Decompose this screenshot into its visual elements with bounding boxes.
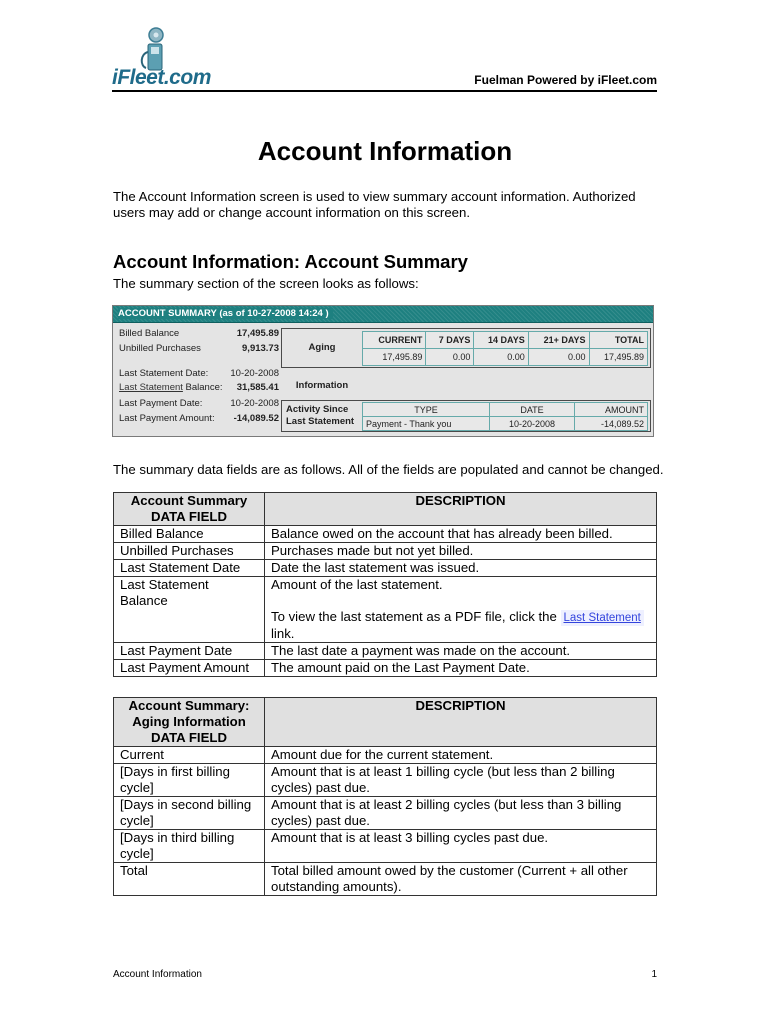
billed-balance-field: Billed Balance 17,495.89 — [119, 328, 279, 339]
page-number: 1 — [651, 969, 657, 980]
last-statement-balance-field: Last Statement Balance: 31,585.41 — [119, 382, 279, 393]
table-row: [Days in second billing cycle] Amount that is at least 2 billing cycles (but less than 3 billing cycles) past due. — [114, 797, 657, 830]
unbilled-purchases-field: Unbilled Purchases 9,913.73 — [119, 343, 279, 354]
table-row: Billed Balance Balance owed on the account that has already been billed. — [114, 526, 657, 543]
table-row: Last Payment Date The last date a payment was made on the account. — [114, 643, 657, 660]
last-statement-date-field: Last Statement Date: 10-20-2008 — [119, 368, 279, 379]
aging-information-fields-table — [113, 697, 657, 896]
header-divider — [112, 90, 657, 92]
table-row: Current Amount due for the current statement. — [114, 747, 657, 764]
activity-label: Activity Since Last Statement — [286, 404, 355, 427]
last-statement-link-example[interactable]: Last Statement — [561, 610, 644, 626]
table-row: [Days in third billing cycle] Amount that is at least 3 billing cycles past due. — [114, 830, 657, 863]
footer-title: Account Information — [113, 969, 202, 980]
table-header-row: Account Summary: Aging Information DATA FIELD DESCRIPTION — [114, 698, 657, 747]
ifleet-logo-text: iFleet.com — [112, 66, 211, 89]
activity-since-last-statement-box — [281, 400, 651, 432]
activity-grid: TYPE DATE AMOUNT Payment - Thank you 10-20-2008 -14,089.52 — [362, 402, 648, 431]
account-summary-screenshot — [112, 305, 654, 437]
last-payment-date-field: Last Payment Date: 10-20-2008 — [119, 398, 279, 409]
fields-intro-paragraph: The summary data fields are as follows. All of the fields are populated and cannot be changed. — [113, 462, 664, 477]
page-title: Account Information — [257, 136, 513, 166]
account-summary-fields-table — [113, 492, 657, 677]
section-title: Account Information: Account Summary — [113, 251, 468, 272]
intro-paragraph: The Account Information screen is used to view summary account information. Authorized users may add or change account information on this screen. — [113, 189, 636, 220]
aging-grid: CURRENT 7 DAYS 14 DAYS 21+ DAYS TOTAL 17,495.89 0.00 0.00 0.00 17,495.89 — [362, 331, 648, 366]
aging-information-box — [281, 328, 651, 391]
header-tagline: Fuelman Powered by iFleet.com — [474, 73, 657, 87]
aging-information-label: Aging Information — [295, 342, 349, 391]
last-statement-link[interactable]: Last Statement — [119, 382, 183, 393]
table-header-row: Account Summary DATA FIELD DESCRIPTION — [114, 493, 657, 526]
table-row: [Days in first billing cycle] Amount that is at least 1 billing cycle (but less than 2 billing cycles) past due. — [114, 764, 657, 797]
last-payment-amount-field: Last Payment Amount: -14,089.52 — [119, 413, 279, 424]
table-row: Unbilled Purchases Purchases made but not yet billed. — [114, 543, 657, 560]
table-row: Last Statement Date Date the last statement was issued. — [114, 560, 657, 577]
section-subtitle: The summary section of the screen looks as follows: — [113, 276, 419, 291]
table-row: Total Total billed amount owed by the customer (Current + all other outstanding amounts). — [114, 863, 657, 896]
table-row: Last Payment Amount The amount paid on the Last Payment Date. — [114, 660, 657, 677]
table-row: Last Statement Balance Amount of the last statement. To view the last statement as a PDF file, click the Last Statement link. — [114, 577, 657, 643]
account-summary-header: ACCOUNT SUMMARY (as of 10-27-2008 14:24 ) — [113, 306, 653, 323]
